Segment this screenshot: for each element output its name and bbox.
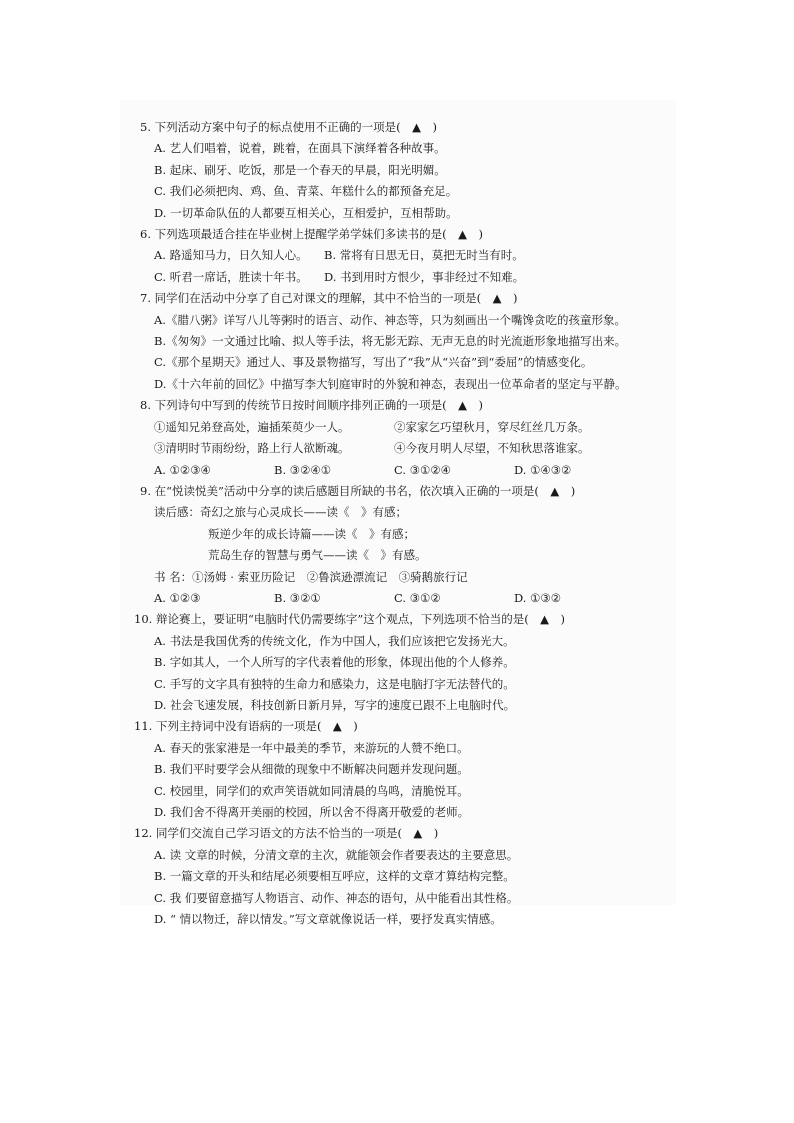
question-5-option-d: D. 一切革命队伍的人都要互相关心，互相爱护，互相帮助。 [154,205,458,220]
question-8-stem: 8. 下列诗句中写到的传统节日按时间顺序排列正确的一项是( ▲ ) [140,398,483,413]
question-8-poem-row-1 [140,417,660,438]
question-6-row-1 [140,245,660,266]
question-8-choices [140,460,660,481]
question-10-option-b: B. 字如其人，一个人所写的字代表着他的形象，体现出他的个人修养。 [154,655,515,670]
question-9-choice-c: C. ③①② [394,590,441,605]
question-10-option-d: D. 社会飞速发展，科技创新日新月异，写字的速度已跟不上电脑时代。 [154,697,516,712]
question-9-choices [140,588,660,609]
question-7-option-b: B.《匆匆》一文通过比喻、拟人等手法，将无影无踪、无声无息的时光流逝形象地描写出来。 [154,334,627,349]
question-6-option-d: D. 书到用时方恨少，事非经过不知难。 [324,269,525,284]
question-11-option-d: D. 我们舍不得离开美丽的校园，所以舍不得离开敬爱的老师。 [154,805,470,819]
question-7-stem: 7. 同学们在活动中分享了自己对课文的理解，其中不恰当的一项是( ▲ ) [140,291,518,306]
question-9-choice-d: D. ①③② [514,590,562,605]
question-10-option-a: A. 书法是我国优秀的传统文化，作为中国人，我们应该把它发扬光大。 [154,633,515,648]
question-5-option-c: C. 我们必须把肉、鸡、鱼、青菜、年糕什么的都预备充足。 [154,184,458,199]
question-6-option-b: B. 常将有日思无日，莫把无时当有时。 [324,248,524,263]
question-6-row-2 [140,267,660,288]
question-11-option-a: A. 春天的张家港是一年中最美的季节，来游玩的人赞不绝口。 [154,740,469,755]
question-10-stem: 10. 辩论赛上，要证明“电脑时代仍需要练字”这个观点，下列选项不恰当的是( ▲ ) [134,612,566,627]
question-7-option-d: D.《十六年前的回忆》中描写李大钊庭审时的外貌和神态，表现出一位革命者的坚定与平静。 [154,376,627,391]
question-8-choice-d: D. ①④③② [514,462,572,477]
question-12-option-a: A. 读 文章的时候，分清文章的主次，就能领会作者要表达的主要意思。 [154,847,519,862]
question-8-poem-2: ②家家乞巧望秋月，穿尽红丝几万条。 [394,419,590,434]
question-9-line-3: 荒岛生存的智慧与勇气——读《 》有感。 [208,548,427,563]
question-12-stem: 12. 同学们交流自己学习语文的方法不恰当的一项是( ▲ ) [134,826,439,841]
question-9-books: 书 名：①汤姆 · 索亚历险记 ②鲁滨逊漂流记 ③骑鹅旅行记 [154,569,468,584]
question-11-stem: 11. 下列主持词中没有语病的一项是( ▲ ) [134,719,358,734]
question-8-poem-4: ④今夜月明人尽望，不知秋思落谁家。 [394,441,590,456]
question-6-option-a: A. 路遥知马力，日久知人心。 [154,248,308,263]
question-10-option-c: C. 手写的文字具有独特的生命力和感染力，这是电脑打字无法替代的。 [154,676,515,691]
exam-content [134,117,660,930]
question-12-option-b: B. 一篇文章的开头和结尾必须要相互呼应，这样的文章才算结构完整。 [154,869,515,884]
question-9-line-2: 叛逆少年的成长诗篇——读《 》有感； [208,526,415,541]
question-9-stem: 9. 在“悦读悦美”活动中分享的读后感题目所缺的书名，依次填入正确的一项是( ▲ ) [140,483,576,498]
question-8-poem-1: ①遥知兄弟登高处，遍插茱萸少一人。 [154,419,350,434]
question-11-option-b: B. 我们平时要学会从细微的现象中不断解决问题并发现问题。 [154,762,469,777]
question-9-line-1: 读后感：奇幻之旅与心灵成长——读《 》有感； [154,505,407,520]
question-7-option-c: C.《那个星期天》通过人、事及景物描写，写出了“我”从“兴奋”到“委屈”的情感变化。 [154,355,593,370]
question-5-stem: 5. 下列活动方案中句子的标点使用不正确的一项是( ▲ ) [140,120,437,134]
question-5-option-a: A. 艺人们唱着，说着，跳着，在面具下演绎着各种故事。 [154,141,446,156]
question-12-option-c: C. 我 们要留意描写人物语言、动作、神态的语句，从中能看出其性格。 [154,890,519,905]
question-6-option-c: C. 听君一席话，胜读十年书。 [154,269,308,284]
question-6-stem: 6. 下列选项最适合挂在毕业树上提醒学弟学妹们多读书的是( ▲ ) [140,227,483,242]
question-9-choice-a: A. ①②③ [154,590,201,605]
question-5-option-b: B. 起床、刷牙、吃饭，那是一个春天的早晨，阳光明媚。 [154,162,446,177]
question-8-poem-3: ③清明时节雨纷纷，路上行人欲断魂。 [154,441,350,456]
question-8-poem-row-2 [140,438,660,459]
question-11-option-c: C. 校园里，同学们的欢声笑语就如同清晨的鸟鸣，清脆悦耳。 [154,783,469,798]
question-9-choice-b: B. ③②① [274,590,321,605]
question-8-choice-c: C. ③①②④ [394,462,451,477]
question-12-option-d: D. “ 情以物迁，辞以情发。”写文章就像说话一样，要抒发真实情感。 [154,912,502,927]
question-7-option-a: A.《腊八粥》详写八儿等粥时的语言、动作、神态等，只为刻画出一个嘴馋贪吃的孩童形象。 [154,312,626,327]
question-8-choice-b: B. ③②④① [274,462,332,477]
question-8-choice-a: A. ①②③④ [154,462,211,477]
